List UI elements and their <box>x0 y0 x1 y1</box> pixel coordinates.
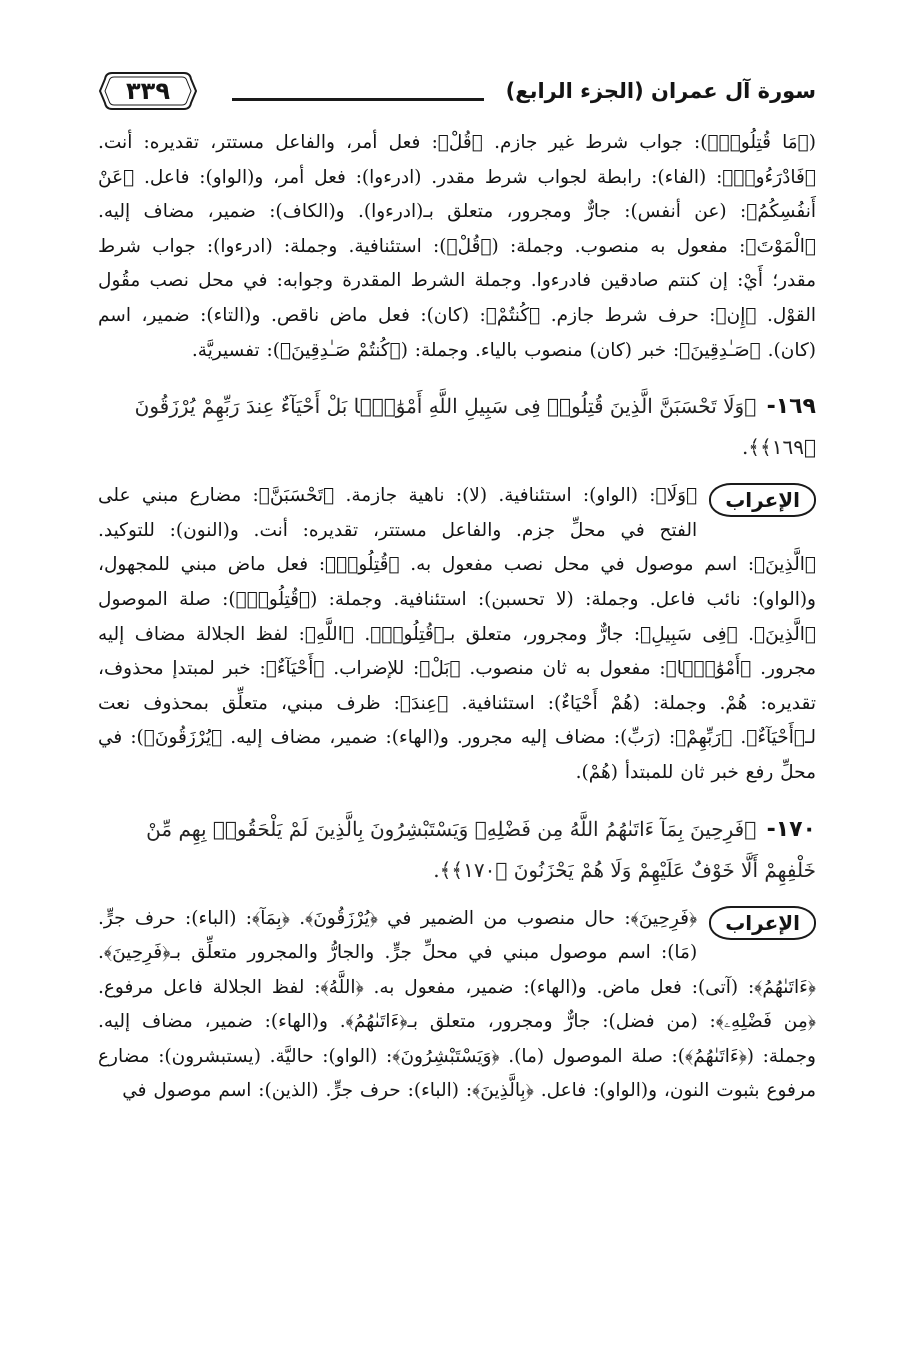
text-line: ﴿فَرِحِينَ﴾: حال منصوب من الضمير في ﴿يُرْزَقُونَ﴾. ﴿بِمَآ﴾: (الباء): حرف <box>134 907 698 929</box>
irab-badge: الإعراب <box>709 906 816 940</box>
text-line: وجملة: (لا تحسبن): استئنافية. وجملة: (﴿قُتِلُوا۟﴾): صلة الموصول ﴿الَّذِينَ﴾. ﴿فِى سَبِيلِ﴾: <box>98 588 816 645</box>
text-line: ﴿الْمَوْتَ﴾: مفعول به منصوب. وجملة: (﴿قُلْ﴾): استئنافية. وجملة: (ادرءوا): جواب شرط <box>98 235 816 257</box>
irab-badge: الإعراب <box>709 483 816 517</box>
text-line: (آتى): فعل ماض. و(الهاء): ضمير، مفعول به. ﴿اللَّهُ﴾: لفظ الجلالة فاعل مرفوع. ﴿مِن <box>98 976 816 1033</box>
text-line: ثان منصوب. ﴿بَلْ﴾: للإضراب. ﴿أَحْيَآءٌ﴾: خبر لمبتدإ محذوف، تقديره: هُمْ. وجملة: (هُمْ <box>98 658 816 714</box>
header-rule <box>232 98 484 101</box>
verse-169 <box>98 386 816 467</box>
irab-continuation-block <box>98 126 816 368</box>
text-line: فَضْلِهِۦ﴾: (من فضل): جارٌّ ومجرور، متعلق بـ﴿ءَاتَىٰهُمُ﴾. و(الهاء): ضمير، مضاف إليه. <box>98 1011 772 1033</box>
text-line: جرٍّ. (مَا): اسم موصول مبني في محلِّ جرٍّ. والجارُّ والمجرور متعلِّق بـ﴿فَرِحِينَ﴾. ﴿ءَاتَىٰهُمُ﴾: <box>98 907 816 998</box>
text-line: أَنفُسِكُمُ﴾: (عن أنفس): جارٌّ ومجرور، متعلق بـ(ادرءوا). و(الكاف): ضمير، مضاف إليه. <box>98 201 816 223</box>
surah-title: سورة آل عمران (الجزء الرابع) <box>505 79 816 103</box>
text-line: ﴿فَادْرَءُوا۟﴾: (الفاء): رابطة لجواب شرط مقدر. (ادرءوا): فعل أمر، و(الواو): فاعل. ﴿عَنْ <box>98 166 816 188</box>
text-line: مضاف إليه مجرور. و(الهاء): ضمير، مضاف إليه. ﴿يُرْزَقُونَ﴾): في محلِّ رفع خبر ثان للمبتدأ <box>98 727 816 783</box>
text-line: أَحْيَاءٌ): استئنافية. ﴿عِندَ﴾: ظرف مبني، متعلِّق بمحذوف نعت لـ﴿أَحْيَآءٌ﴾. ﴿رَبِّهِمْ﴾: (رَبِّ): <box>98 692 816 749</box>
text-line: (﴿مَا قُتِلُوا۟﴾): جواب شرط غير جازم. ﴿قُلْ﴾: فعل أمر، والفاعل مستتر، تقديره: أنت. <box>98 132 816 153</box>
text-line: ﴿صَـٰدِقِينَ﴾: خبر (كان) منصوب بالياء. وجملة: (﴿كُنتُمْ صَـٰدِقِينَ﴾): تفسيريَّة. <box>191 339 761 361</box>
text-line: وجملة: (﴿ءَاتَىٰهُمُ﴾): صلة الموصول (ما). ﴿وَيَسْتَبْشِرُونَ﴾: (الواو): حاليَّة. (يستبشرون): مضارع <box>98 1045 816 1067</box>
page-number: ٣٣٩ <box>126 77 170 105</box>
page-header <box>98 62 816 120</box>
verse-170 <box>98 809 816 890</box>
irab-block-170 <box>98 902 816 1110</box>
verse-text: ﴿وَلَا تَحْسَبَنَّ الَّذِينَ قُتِلُوا۟ فِى سَبِيلِ اللَّهِ أَمْوَٰتًۢا بَلْ أَحْيَآءٌ عِندَ رَبِّهِمْ يُرْزَقُونَ ﴿١٦٩﴾﴾. <box>134 394 816 460</box>
verse-number: ١٧٠- <box>766 816 816 842</box>
text-line: موصول في محل نصب مفعول به. ﴿قُتِلُوا۟﴾: فعل ماض مبني للمجهول، و(الواو): نائب فاعل. <box>98 554 816 610</box>
text-line: جارٌّ ومجرور، متعلق بـ﴿قُتِلُوا۟﴾. ﴿اللَّهِ﴾: لفظ الجلالة مضاف إليه مجرور. ﴿أَمْوَٰتًۢا﴾: مفعول به <box>98 623 816 680</box>
text-line: (هُمْ). <box>575 761 619 783</box>
text-line: مرفوع بثبوت النون، و(الواو): فاعل. ﴿بِالَّذِينَ﴾: (الباء): حرف جرٍّ. (الذين): اسم موصول في <box>122 1080 816 1102</box>
irab-block-169 <box>98 479 816 790</box>
verse-text: ﴿فَرِحِينَ بِمَآ ءَاتَىٰهُمُ اللَّهُ مِن فَضْلِهِۦ وَيَسْتَبْشِرُونَ بِالَّذِينَ لَمْ يَلْحَقُوا۟ بِهِم مِّنْ خَلْفِهِمْ أَلَّا خَوْفٌ عَلَيْهِمْ وَلَا هُمْ يَحْزَنُونَ ﴿١٧٠﴾﴾. <box>146 816 816 882</box>
text-line: الفتح في محلِّ جزم. والفاعل مستتر، تقديره: أنت. و(النون): للتوكيد. ﴿الَّذِينَ﴾: اسم <box>98 519 816 576</box>
text-line: مقدر؛ أَيْ: إن كنتم صادقين فادرءوا. وجملة الشرط المقدرة وجوابه: في محل نصب مقُول القوْل. <box>98 270 816 326</box>
verse-number: ١٦٩- <box>766 394 816 420</box>
page-number-frame <box>98 69 198 113</box>
text-line: ﴿وَلَا﴾: (الواو): استئنافية. (لا): ناهية جازمة. ﴿تَحْسَبَنَّ﴾: مضارع مبني على <box>98 485 698 507</box>
text-line: ﴿إِن﴾: حرف شرط جازم. ﴿كُنتُمْ﴾: (كان): فعل ماض ناقص. و(التاء): ضمير، اسم (كان). <box>98 304 816 361</box>
